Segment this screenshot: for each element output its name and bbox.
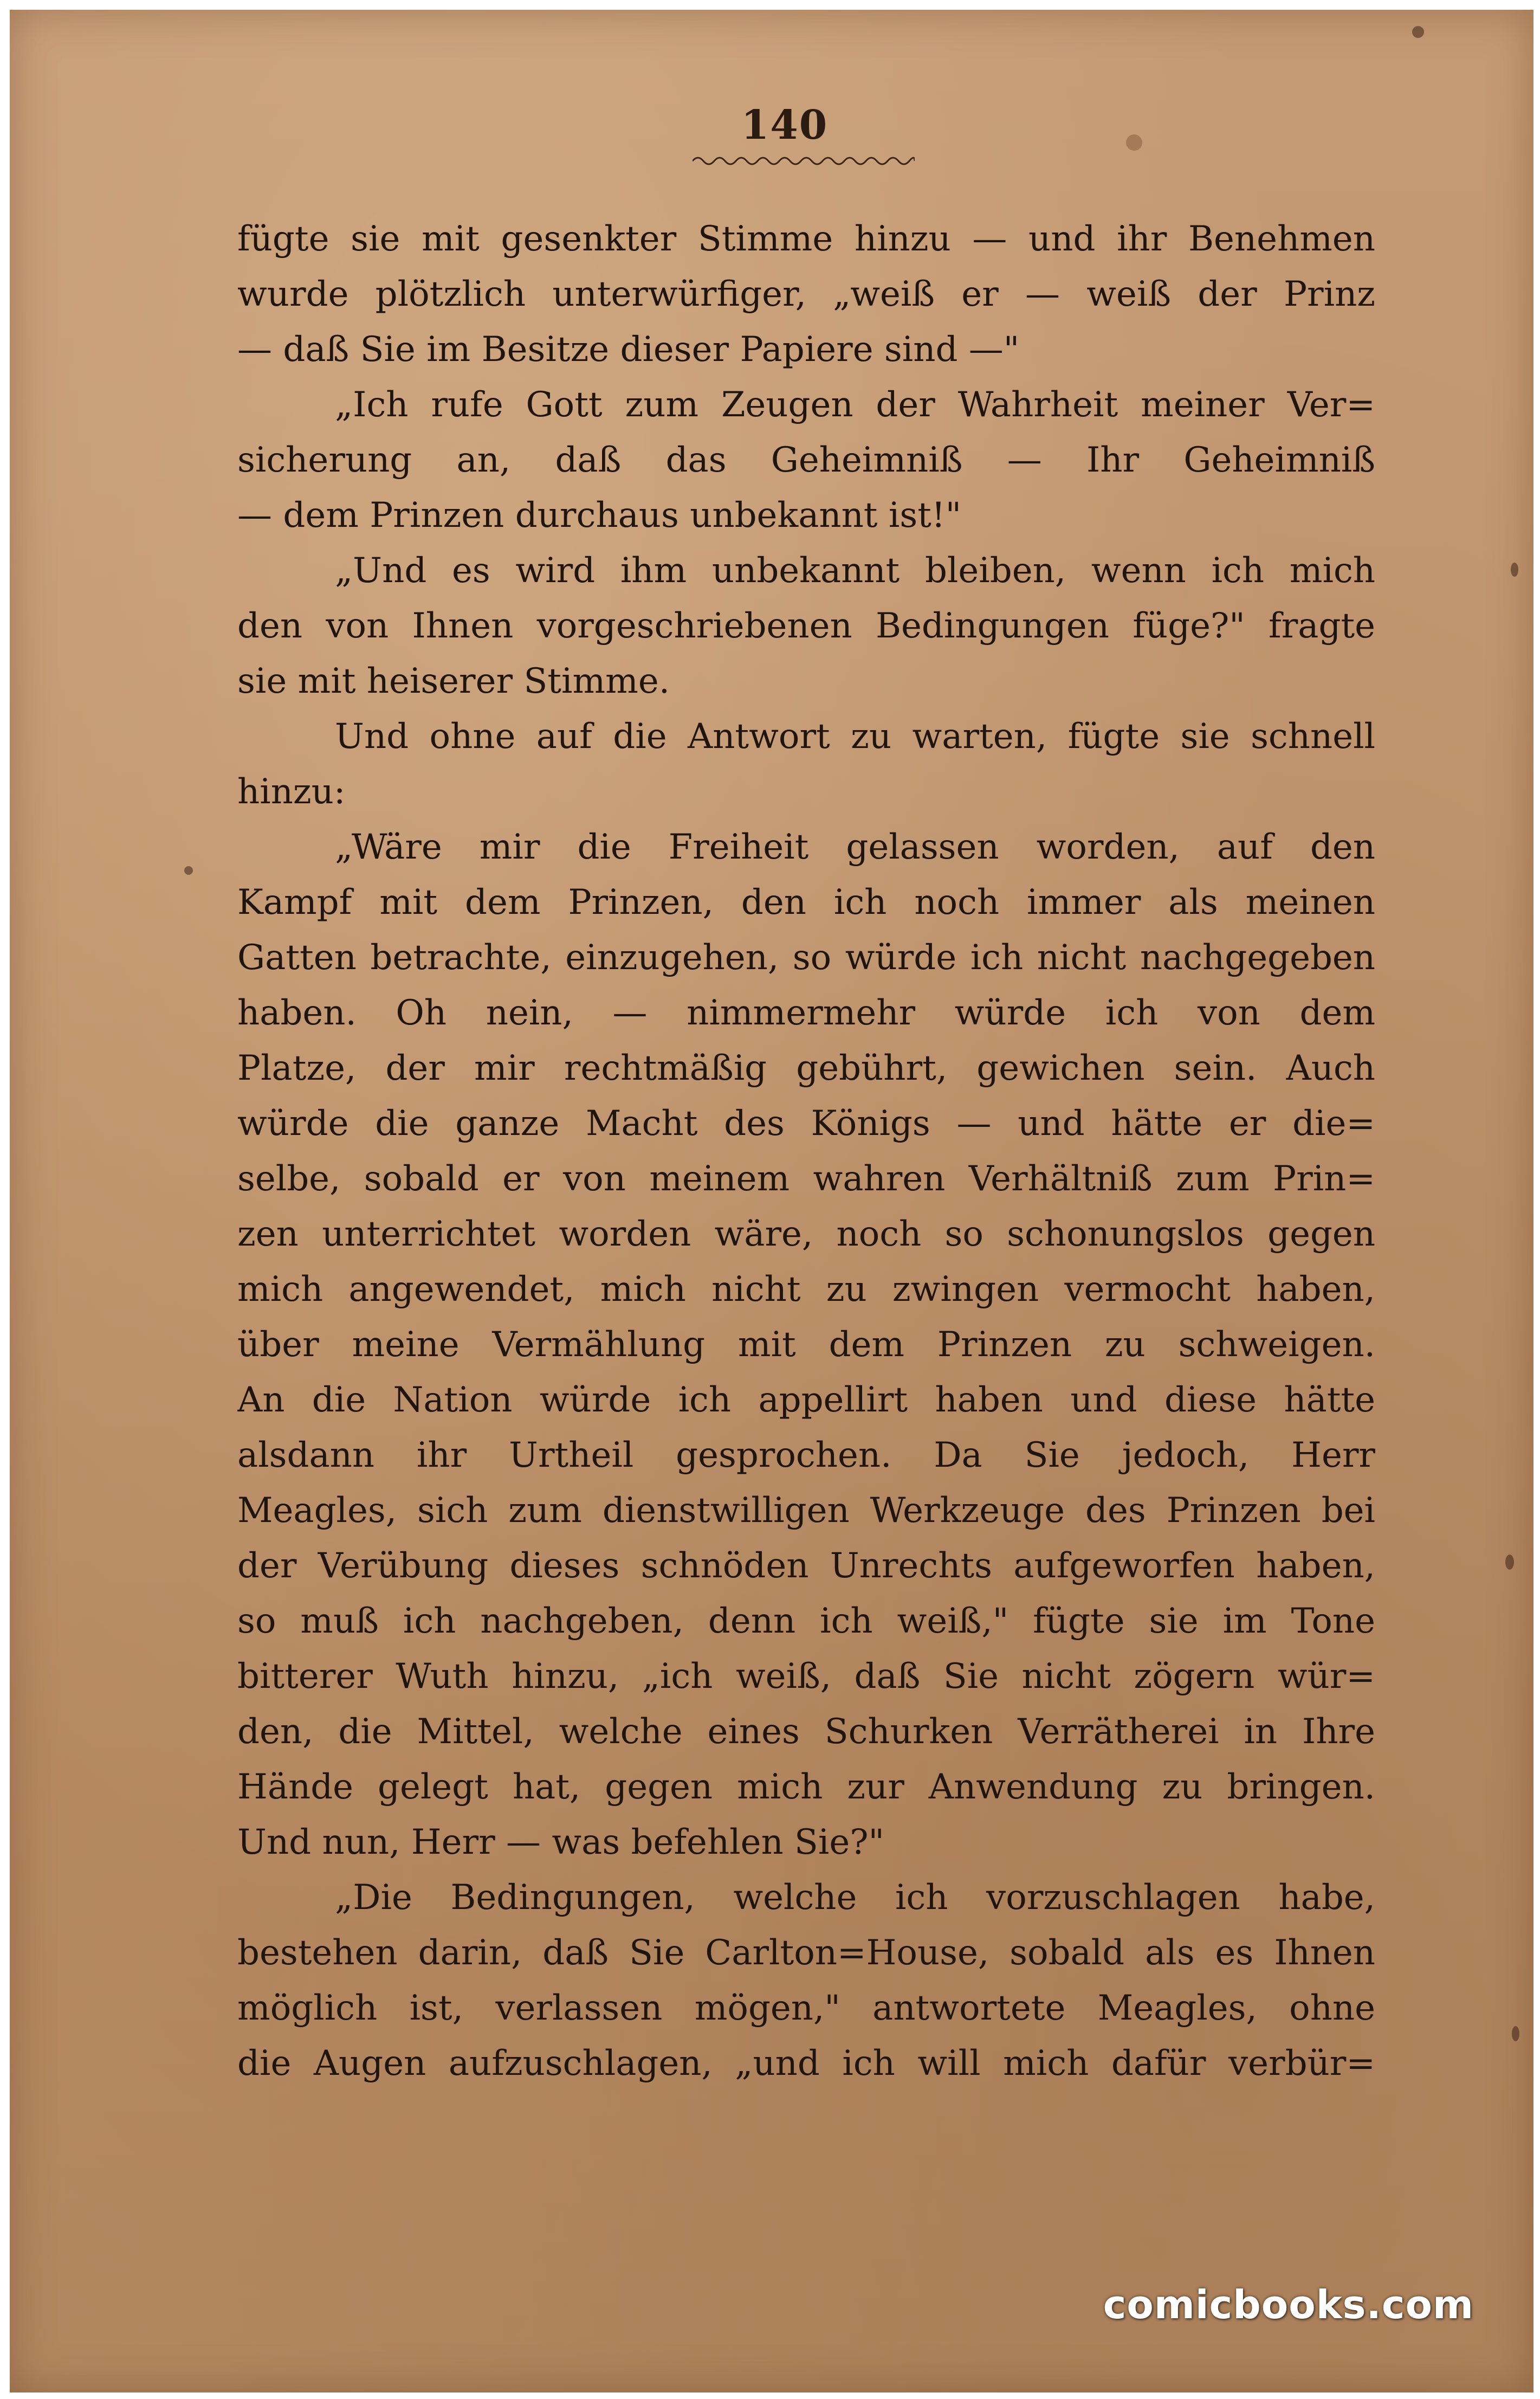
paper-speck [184, 866, 193, 875]
text-line: Gatten betrachte, einzugehen, so würde ich nicht nachgegeben [237, 938, 1375, 978]
text-line: sicherung an, daß das Geheimniß — Ihr Geheimniß [237, 440, 1375, 480]
text-line: „Wäre mir die Freiheit gelassen worden, auf den [335, 827, 1375, 867]
text-line: „Die Bedingungen, welche ich vorzuschlagen habe, [335, 1878, 1375, 1918]
text-line: hinzu: [237, 772, 346, 812]
text-line: die Augen aufzuschlagen, „und ich will mich dafür verbür= [237, 2043, 1375, 2084]
text-line: — daß Sie im Besitze dieser Papiere sind —" [237, 330, 1020, 370]
text-line: Kampf mit dem Prinzen, den ich noch immer als meinen [237, 882, 1375, 923]
paper-speck [1126, 134, 1142, 151]
text-line: „Ich rufe Gott zum Zeugen der Wahrheit meiner Ver= [335, 385, 1375, 425]
text-line: zen unterrichtet worden wäre, noch so schonungslos gegen [237, 1214, 1375, 1254]
page-number: 140 [741, 102, 829, 149]
text-line: möglich ist, verlassen mögen," antwortete Meagles, ohne [237, 1988, 1375, 2028]
text-line: Hände gelegt hat, gegen mich zur Anwendung zu bringen. [237, 1767, 1375, 1807]
text-line: so muß ich nachgeben, denn ich weiß," fügte sie im Tone [237, 1601, 1375, 1641]
text-line: fügte sie mit gesenkter Stimme hinzu — und ihr Benehmen [237, 219, 1375, 259]
text-line: Platze, der mir rechtmäßig gebührt, gewichen sein. Auch [237, 1048, 1375, 1088]
text-line: den, die Mittel, welche eines Schurken Verrätherei in Ihre [237, 1712, 1375, 1752]
text-line: wurde plötzlich unterwürfiger, „weiß er — weiß der Prinz [237, 274, 1375, 314]
text-line: haben. Oh nein, — nimmermehr würde ich von dem [237, 993, 1375, 1033]
text-line: alsdann ihr Urtheil gesprochen. Da Sie jedoch, Herr [237, 1435, 1375, 1475]
text-line: über meine Vermählung mit dem Prinzen zu schweigen. [237, 1325, 1375, 1365]
text-line: bestehen darin, daß Sie Carlton=House, sobald als es Ihnen [237, 1933, 1375, 1973]
text-line: — dem Prinzen durchaus unbekannt ist!" [237, 495, 962, 536]
text-line: An die Nation würde ich appellirt haben und diese hätte [237, 1380, 1375, 1420]
text-line: Meagles, sich zum dienstwilligen Werkzeuge des Prinzen bei [237, 1491, 1375, 1531]
text-line: Und ohne auf die Antwort zu warten, fügte sie schnell [335, 717, 1375, 757]
paper-speck [1512, 2026, 1519, 2041]
book-page [10, 10, 1533, 2392]
text-line: den von Ihnen vorgeschriebenen Bedingungen füge?" fragte [237, 606, 1375, 646]
text-line: würde die ganze Macht des Königs — und hätte er die= [237, 1104, 1375, 1144]
text-line: mich angewendet, mich nicht zu zwingen vermocht haben, [237, 1269, 1375, 1310]
text-line: der Verübung dieses schnöden Unrechts aufgeworfen haben, [237, 1546, 1375, 1586]
paper-speck [1511, 563, 1518, 577]
text-line: sie mit heiserer Stimme. [237, 661, 670, 701]
text-line: „Und es wird ihm unbekannt bleiben, wenn ich mich [335, 551, 1375, 591]
body-text [237, 211, 1375, 2108]
wavy-rule-ornament [693, 153, 915, 169]
text-line: selbe, sobald er von meinem wahren Verhältniß zum Prin= [237, 1159, 1375, 1199]
text-line: bitterer Wuth hinzu, „ich weiß, daß Sie nicht zögern wür= [237, 1656, 1375, 1697]
paper-speck [1505, 1555, 1514, 1570]
paper-speck [1412, 26, 1424, 38]
watermark: comicbooks.com [1103, 2282, 1474, 2327]
text-line: Und nun, Herr — was befehlen Sie?" [237, 1822, 884, 1862]
